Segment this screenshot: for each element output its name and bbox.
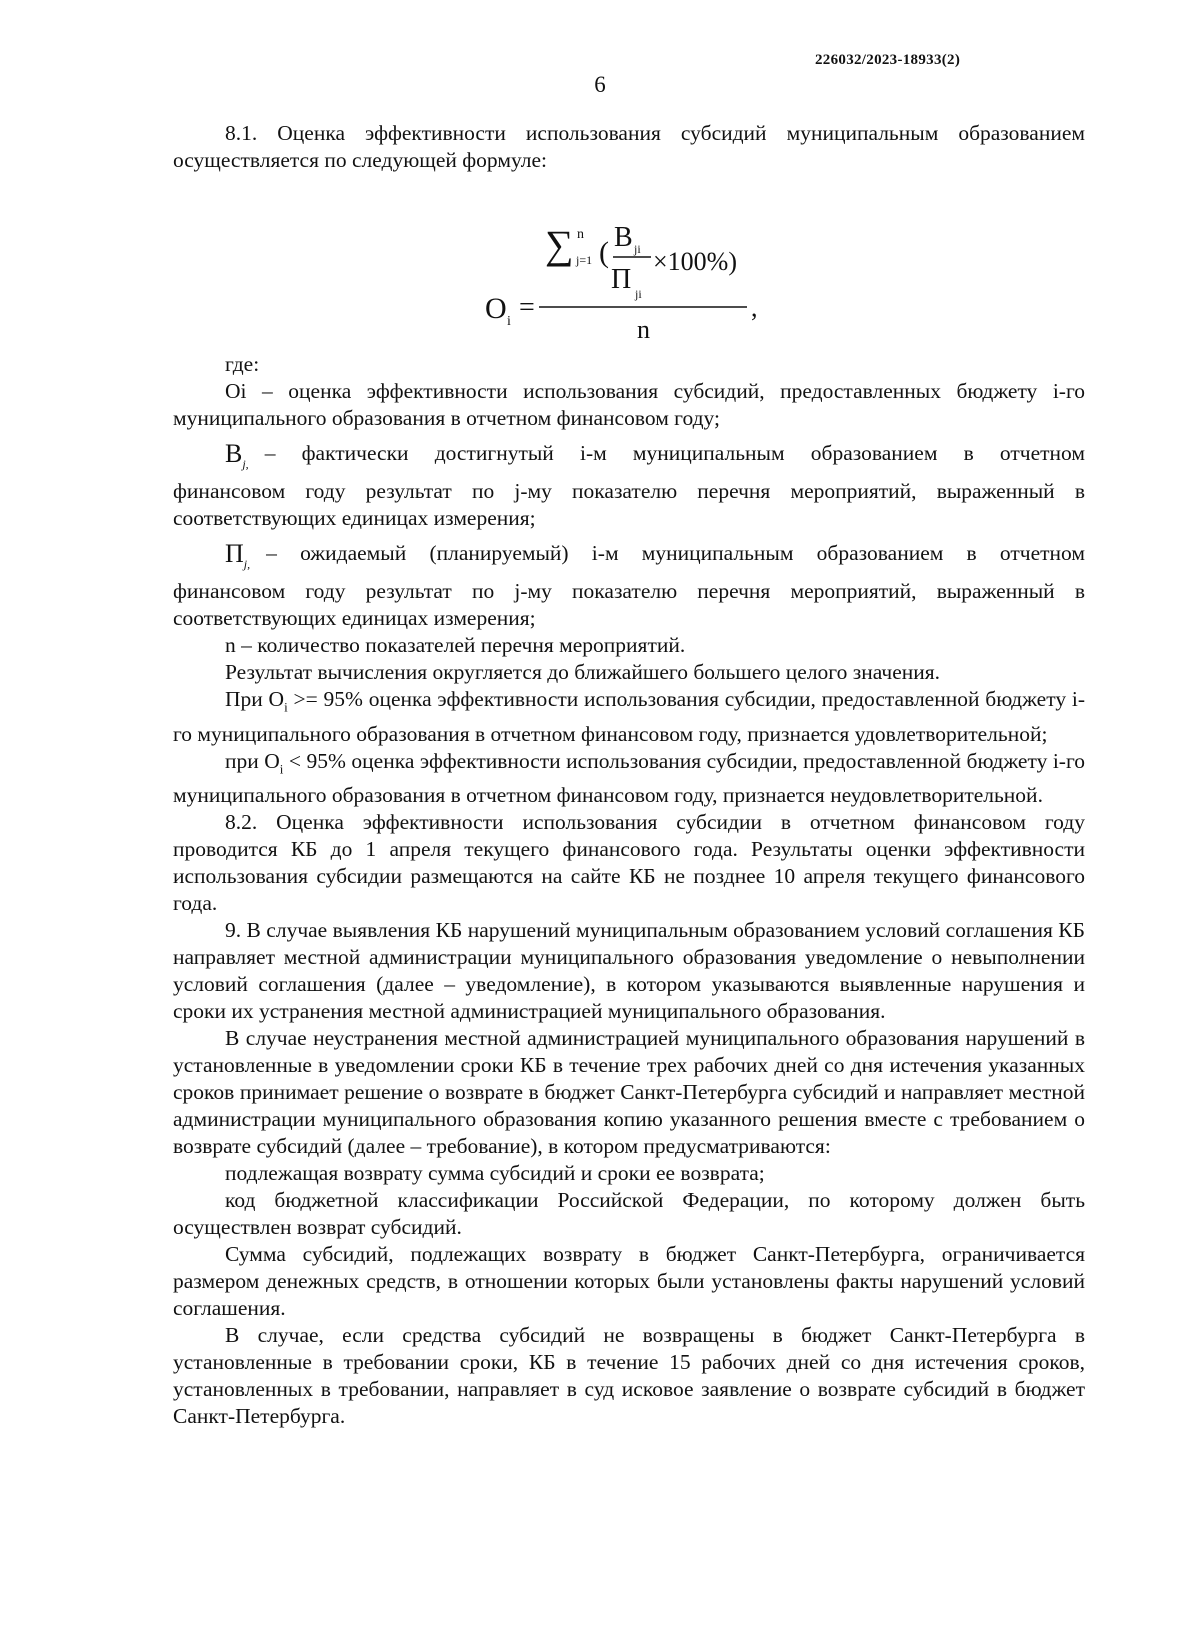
p-definition-text: – ожидаемый (планируемый) i-м муниципальным образованием в отчетном (266, 541, 1085, 566)
rounding-rule: Результат вычисления округляется до ближайшего большего целого значения. (225, 660, 941, 685)
numerator-symbol: B (614, 222, 633, 253)
paragraph-9: 9. В случае выявления КБ нарушений муниципальным образованием условий соглашения КБ направляет местной администрации муниципального образования уведомление о невыполнении условий соглашения (далее – уведомление), в котором указываются выявленные нарушения и сроки их устранения местной администрацией муниципального образования. (173, 917, 1085, 1023)
registration-number: 226032/2023-18933(2) (815, 52, 961, 68)
sum-lower-limit: j=1 (576, 253, 593, 267)
sum-upper-limit: n (577, 227, 584, 242)
paragraph-9-amount-limit: Сумма субсидий, подлежащих возврату в бюджет Санкт-Петербурга, ограничивается размером денежных средств, в отношении которых были установлены факты нарушений условий соглашения. (173, 1241, 1085, 1320)
equals-sign: = (519, 292, 535, 323)
p-definition-continued: финансовом году результат по j-му показателю перечня мероприятий, выраженный в соответствующих единицах измерения; (173, 579, 1085, 631)
b-symbol: $В_{j,}$ (225, 439, 249, 472)
b-definition-line (173, 440, 1085, 478)
b-definition-text: – фактически достигнутый i-м муниципальным образованием в отчетном (264, 441, 1085, 465)
p-symbol: $П_{j,}$ (225, 539, 251, 572)
page-number: 6 (594, 72, 606, 97)
formula-divisor: n (637, 315, 650, 341)
denominator-subscript: ji (635, 287, 642, 301)
unsatisfactory-rule: при $O_i < 95\%$ оценка эффективности использования субсидии, предоставленной бюджету i-го муниципального образования в отчетном финансовом году, признается неудовлетворительной. (173, 748, 1085, 807)
formula-lhs-subscript: i (507, 314, 511, 329)
numerator-subscript: ji (634, 242, 641, 256)
paragraph-8-1: 8.1. Оценка эффективности использования субсидий муниципальным образованием осуществляется по следующей формуле: (173, 121, 1085, 172)
paragraph-9-return-amount: подлежащая возврату сумма субсидий и сроки ее возврата; (225, 1160, 765, 1185)
oi-definition: Oi – оценка эффективности использования субсидий, предоставленных бюджету i-го муниципального образования в отчетном финансовом году; (173, 379, 1085, 430)
times-100-percent: ×100%) (653, 247, 737, 276)
satisfactory-rule: При $O_i >= 95\%$ оценка эффективности использования субсидии, предоставленной бюджету i-го муниципального образования в отчетном финансовом году, признается удовлетворительной; (173, 687, 1085, 746)
paragraph-9-non-elimination: В случае неустранения местной администрацией муниципального образования нарушений в установленные в уведомлении сроки КБ в течение трех рабочих дней со дня истечения указанных сроков принимает решение о возврате в бюджет Санкт-Петербурга субсидий и направляет местной администрации муниципального образования копию указанного решения вместе с требованием о возврате субсидий (далее – требование), в котором предусматриваются: (173, 1025, 1085, 1158)
p-definition-line (173, 540, 1085, 578)
where-label: где: (225, 352, 260, 376)
open-paren: ( (599, 236, 609, 269)
n-definition: n – количество показателей перечня мероприятий. (225, 633, 686, 658)
b-definition-continued: финансовом году результат по j-му показателю перечня мероприятий, выраженный в соответствующих единицах измерения; (173, 479, 1085, 531)
denominator-symbol: П (611, 264, 632, 295)
paragraph-8-2: 8.2. Оценка эффективности использования субсидии в отчетном финансовом году проводится КБ до 1 апреля текущего финансового года. Результаты оценки эффективности использования субсидии размещаются на сайте КБ не позднее 10 апреля текущего финансового года. (173, 809, 1085, 915)
sum-symbol: ∑ (545, 222, 574, 267)
efficiency-formula (173, 176, 1085, 341)
paragraph-9-court-claim: В случае, если средства субсидий не возвращены в бюджет Санкт-Петербурга в установленные в требовании сроки, КБ в течение 15 рабочих дней со дня истечения сроков, установленных в требовании, направляет в суд исковое заявление о возврате субсидий в бюджет Санкт-Петербурга. (173, 1322, 1085, 1428)
document-body (173, 120, 1085, 1430)
formula-lhs: O (485, 292, 507, 325)
paragraph-9-budget-code: код бюджетной классификации Российской Федерации, по которому должен быть осуществлен возврат субсидий. (173, 1187, 1085, 1239)
formula-comma: , (751, 293, 758, 322)
